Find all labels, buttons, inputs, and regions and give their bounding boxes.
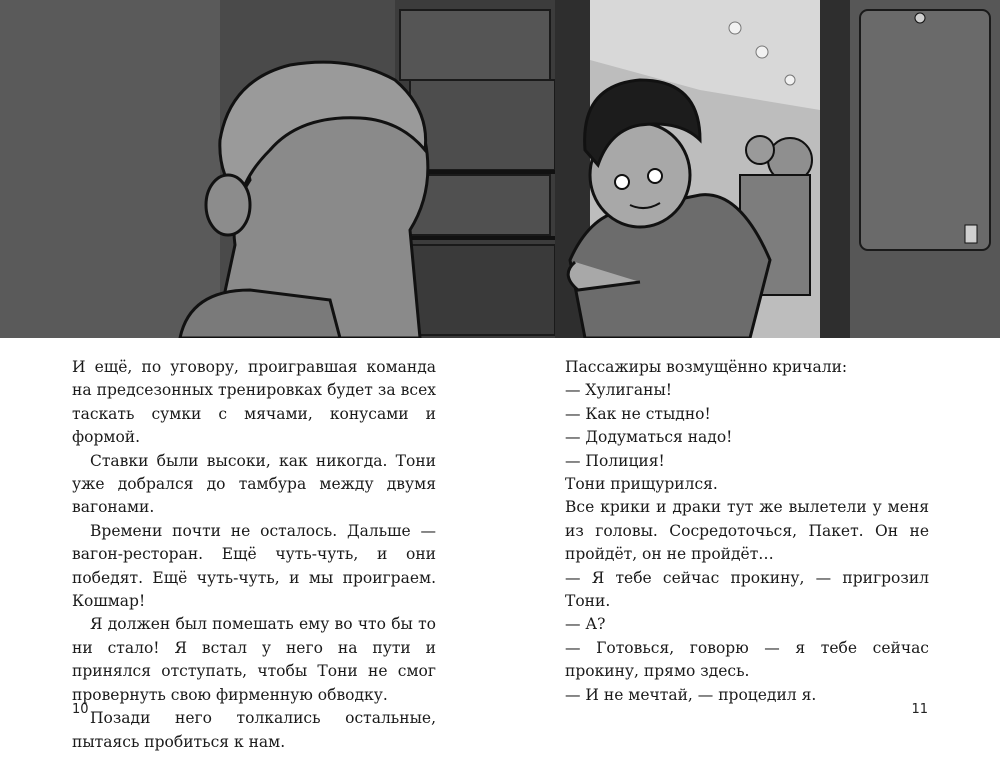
page-number-right: 11 — [911, 702, 928, 717]
page-number-left: 10 — [72, 702, 89, 717]
dialogue-line: — А? — [565, 615, 606, 634]
dialogue-line: — Полиция! — [565, 451, 665, 470]
paragraph: Я должен был помешать ему во что бы то ни стало! Я встал у него на пути и принялся отступать, чтобы Тони не смог провернуть свою фирменную обводку. — [72, 615, 436, 704]
paragraph: Пассажиры возмущённо кричали: — [565, 358, 848, 376]
comic-illustration — [0, 0, 1000, 338]
paragraph: Времени почти не осталось. Дальше — вагон-ресторан. Ещё чуть-чуть, и они победят. Ещё чуть-чуть, и мы проиграем. Кошмар! — [72, 521, 436, 611]
paragraph: И ещё, по уговору, проигравшая команда на предсезонных тренировках будет за всех таскать сумки с мячами, конусами и формой. — [72, 358, 436, 447]
dialogue-line: — Готовься, говорю — я тебе сейчас прокину, прямо здесь. — [565, 638, 929, 681]
paragraph: Ставки были высоки, как никогда. Тони уже добрался до тамбура между двумя вагонами. — [72, 451, 436, 517]
dialogue-line: — Я тебе сейчас прокину, — пригрозил Тони. — [565, 568, 929, 611]
dialogue-line: — Хулиганы! — [565, 381, 673, 400]
paragraph: Все крики и драки тут же вылетели у меня из головы. Сосредоточься, Пакет. Он не пройдёт, он не пройдёт… — [565, 498, 929, 564]
dialogue-line: — И не мечтай, — процедил я. — [565, 685, 817, 704]
dialogue-line: — Додуматься надо! — [565, 428, 733, 447]
paragraph: Тони прищурился. — [565, 475, 718, 494]
dialogue-line: — Как не стыдно! — [565, 404, 711, 423]
left-page-text — [72, 356, 436, 754]
paragraph: Позади него толкались остальные, пытаясь пробиться к нам. — [72, 709, 436, 751]
right-page-text — [565, 356, 929, 707]
